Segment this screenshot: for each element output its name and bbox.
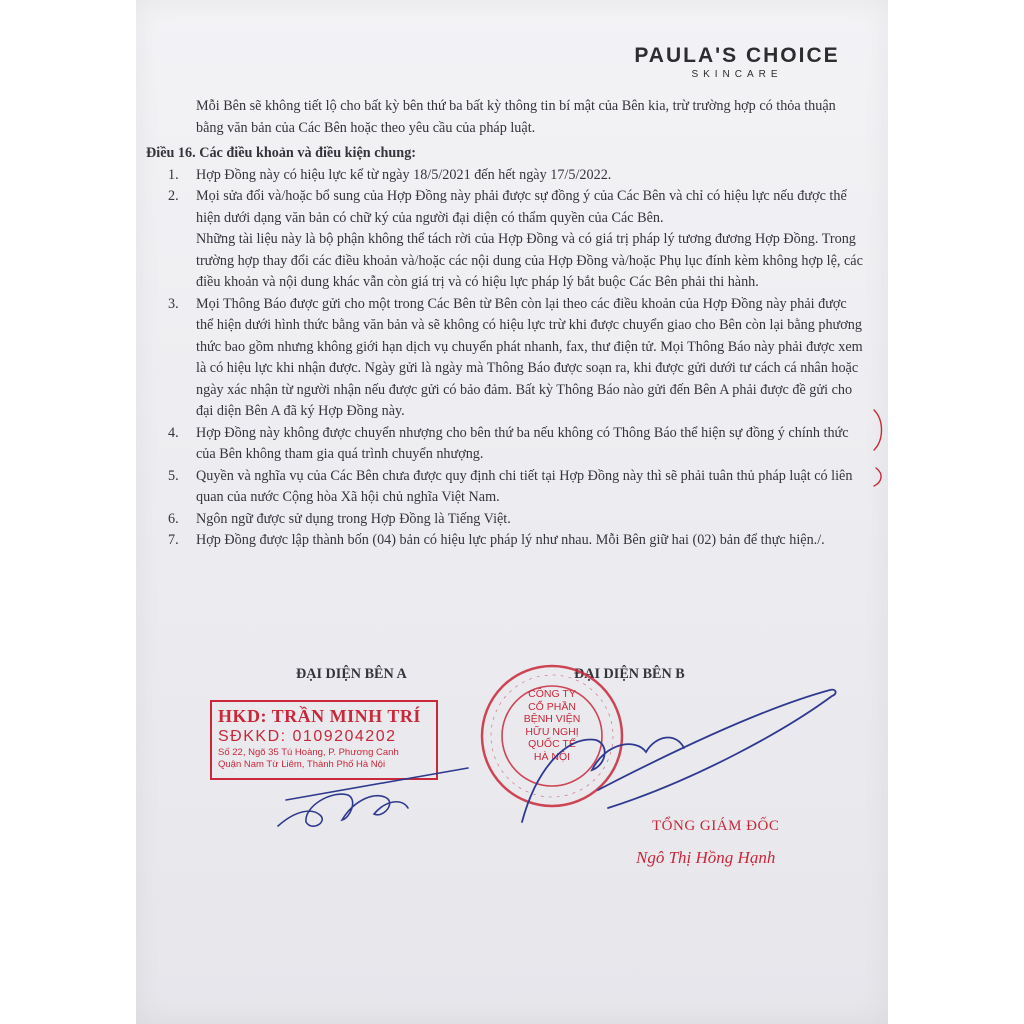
seal-line: HÀ NỘI xyxy=(533,750,571,763)
clause-text: Mọi Thông Báo được gửi cho một trong Các Bên từ Bên còn lại theo các điều khoản của Hợp Đồng này phải được thể hiện dưới hình thức bằng văn bản và sẽ không có hiệu lực trừ khi được chuyển giao cho Bên còn lại bằng phương thức bao gồm nhưng không giới hạn dịch vụ chuyển phát nhanh, fax, thư điện tử. Mọi Thông Báo này phải được xem là có hiệu lực khi nhận được. Ngày gửi là ngày mà Thông Báo được soạn ra, khi được gửi dưới tư cách cá nhân hoặc ngày xác nhận từ người nhận nếu được gửi có bảo đảm. Bất kỳ Thông Báo nào gửi đến Bên A phải được đề gửi cho đại diện Bên A đã ký Hợp Đồng này. xyxy=(196,295,863,419)
signature-a-icon xyxy=(278,768,468,826)
clause-number: 6. xyxy=(168,510,179,527)
clause-number: 5. xyxy=(168,467,179,484)
clause-number: 4. xyxy=(168,424,179,441)
party-b-name: Ngô Thị Hồng Hạnh xyxy=(636,848,776,867)
margin-mark-icon xyxy=(874,410,882,486)
seal-line: QUỐC TẾ xyxy=(528,738,576,750)
clause-number: 3. xyxy=(168,295,179,312)
document-page xyxy=(136,0,888,1024)
clause-number: 1. xyxy=(168,166,179,183)
brand-subtitle: SKINCARE xyxy=(691,69,783,80)
clause-text: Hợp Đồng này có hiệu lực kể từ ngày 18/5/2021 đến hết ngày 17/5/2022. xyxy=(196,166,612,183)
clause-text: Hợp Đồng này không được chuyển nhượng cho bên thứ ba nếu không có Thông Báo thể hiện sự đồng ý chính thức của Bên không tham gia quá trình chuyển nhượng. xyxy=(196,424,849,462)
confidentiality-paragraph: Mỗi Bên sẽ không tiết lộ cho bất kỳ bên thứ ba bất kỳ thông tin bí mật của Bên kia, trừ trường hợp có thỏa thuận bằng văn bản của Các Bên hoặc theo yêu cầu của pháp luật. xyxy=(196,98,836,136)
stamp-address-1: Số 22, Ngõ 35 Tú Hoàng, P. Phương Canh xyxy=(218,747,399,758)
seal-line: HỮU NGHỊ xyxy=(525,725,579,738)
clause-text: Mọi sửa đổi và/hoặc bổ sung của Hợp Đồng này phải được sự đồng ý của Các Bên và chỉ có hiệu lực nếu được thể hiện dưới dạng văn bản có chữ ký của người đại diện có thẩm quyền của Các Bên. xyxy=(196,188,847,226)
stamp-address-2: Quận Nam Từ Liêm, Thành Phố Hà Nội xyxy=(218,759,386,770)
party-b-title: TỔNG GIÁM ĐỐC xyxy=(652,818,780,834)
party-b-label: ĐẠI DIỆN BÊN B xyxy=(574,666,685,682)
clause-number: 2. xyxy=(168,188,179,204)
article-heading: Điều 16. Các điều khoản và điều kiện chung: xyxy=(146,145,417,161)
signature-overlay xyxy=(136,0,888,1024)
clause-text: Hợp Đồng được lập thành bốn (04) bản có hiệu lực pháp lý như nhau. Mỗi Bên giữ hai (02) bản để thực hiện./. xyxy=(196,532,825,548)
brand-name: PAULA'S CHOICE xyxy=(634,44,840,67)
signature-b-icon xyxy=(522,690,836,822)
stamp-registration: SĐKKD: 0109204202 xyxy=(218,728,397,745)
clause-text: Quyền và nghĩa vụ của Các Bên chưa được quy định chi tiết tại Hợp Đồng này thì sẽ phải tuân thủ pháp luật có liên quan của nước Cộng hòa Xã hội chủ nghĩa Việt Nam. xyxy=(196,467,853,505)
clause-continuation: Những tài liệu này là bộ phận không thể tách rời của Hợp Đồng và có giá trị pháp lý tương đương Hợp Đồng. Trong trường hợp thay đổi các điều khoản và/hoặc các nội dung của Hợp Đồng và/hoặc Phụ lục đính kèm không hợp lệ, các điều khoản và nội dung khác vẫn còn giá trị và có hiệu lực pháp lý bắt buộc Các Bên phải thi hành. xyxy=(196,231,863,290)
seal-line: CÔNG TY xyxy=(528,688,576,700)
clause-text: Ngôn ngữ được sử dụng trong Hợp Đồng là Tiếng Việt. xyxy=(196,510,511,527)
seal-line: BỆNH VIỆN xyxy=(523,713,581,725)
stamp-owner: HKD: TRẦN MINH TRÍ xyxy=(218,706,421,726)
party-a-label: ĐẠI DIỆN BÊN A xyxy=(296,666,407,682)
seal-line: CỔ PHẦN xyxy=(528,700,576,713)
clause-number: 7. xyxy=(168,532,179,548)
